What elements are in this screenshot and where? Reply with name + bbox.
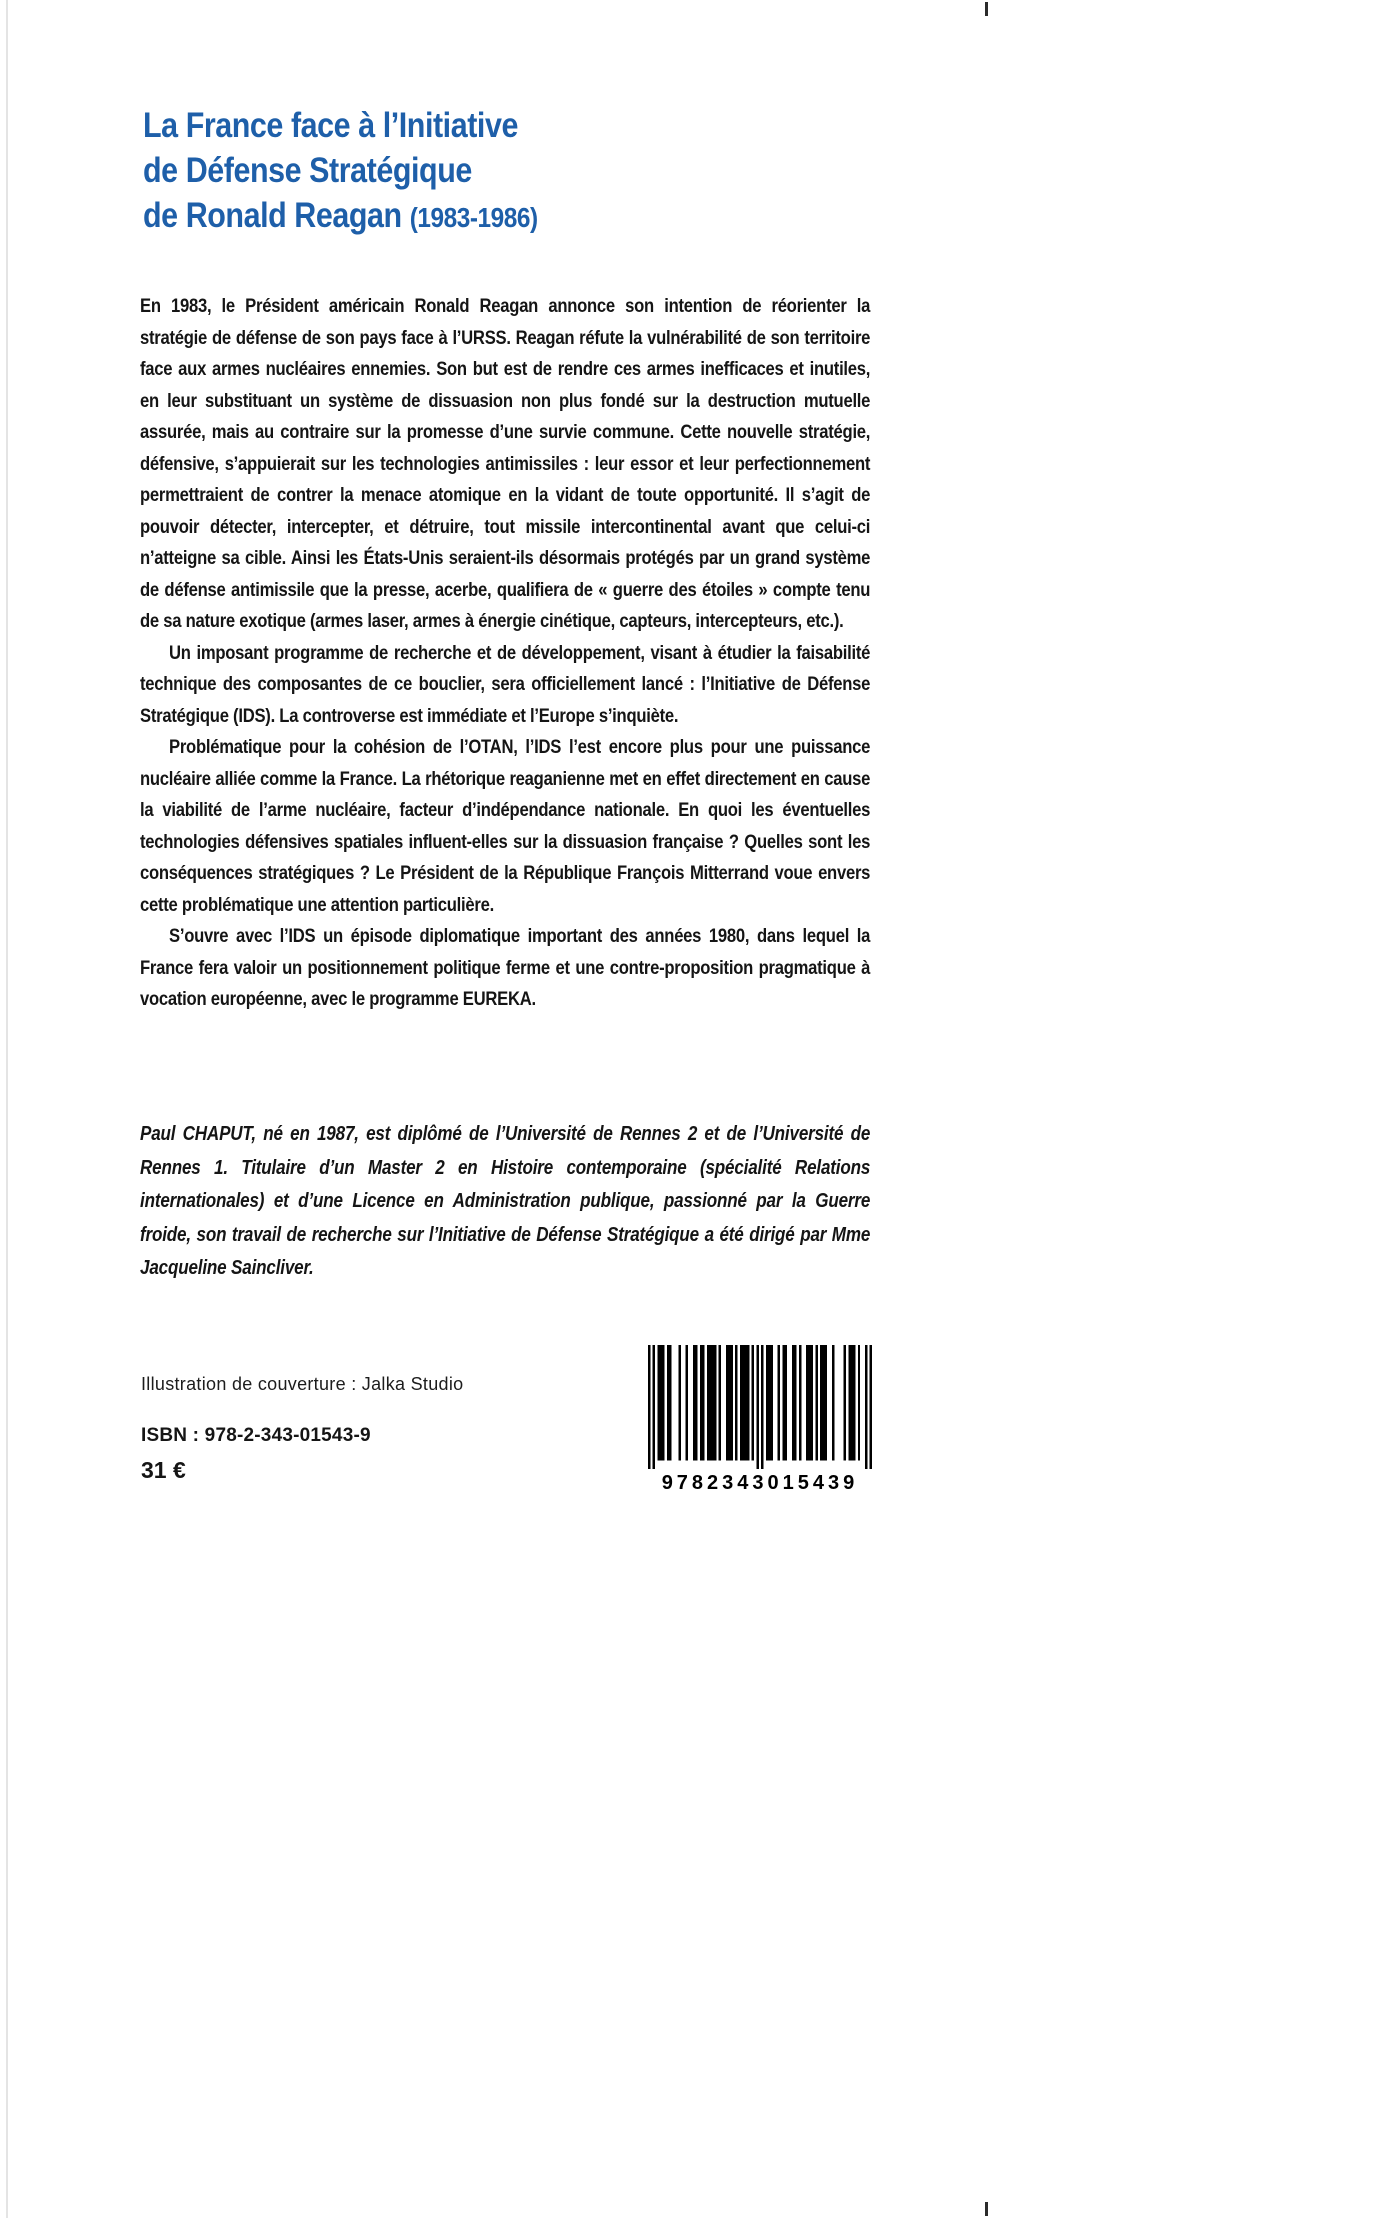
synopsis-paragraph-1: En 1983, le Président américain Ronald Reagan annonce son intention de réorienter la stratégie de défense de son pays face à l’URSS. Reagan réfute la vulnérabilité de son territoire face aux armes nucléaires ennemies. Son but est de rendre ces armes inefficaces et inutiles, en leur substituant un système de dissuasion non plus fondé sur la destruction mutuelle assurée, mais au contraire sur la promesse d’une survie commune. Cette nouvelle stratégie, défensive, s’appuierait sur les technologies antimissiles : leur essor et leur perfectionnement permettraient de contrer la menace atomique en la vidant de toute opportunité. Il s’agit de pouvoir détecter, intercepter, et détruire, tout missile intercontinental avant que celui-ci n’atteigne sa cible. Ainsi les États-Unis seraient-ils désormais protégés par un grand système de défense antimissile que la presse, acerbe, qualifiera de « guerre des étoiles » compte tenu de sa nature exotique (armes laser, armes à énergie cinétique, capteurs, intercepteurs, etc.).: [140, 295, 871, 632]
book-title: [143, 103, 538, 240]
synopsis-paragraph-2: Un imposant programme de recherche et de développement, visant à étudier la faisabilité technique des composantes de ce bouclier, sera officiellement lancé : l’Initiative de Défense Stratégique (IDS). La controverse est immédiate et l’Europe s’inquiète.: [140, 641, 871, 727]
barcode-number: 9782343015439: [661, 1472, 859, 1494]
barcode-bars: [648, 1345, 872, 1469]
illustration-credit: Illustration de couverture : Jalka Studio: [141, 1374, 464, 1394]
crop-mark-bottom: [985, 2202, 988, 2216]
synopsis-paragraph-4: S’ouvre avec l’IDS un épisode diplomatique important des années 1980, dans lequel la France fera valoir un positionnement politique ferme et une contre-proposition pragmatique à vocation européenne, avec le programme EUREKA.: [140, 925, 871, 1010]
author-bio: [140, 1118, 870, 1286]
back-cover-synopsis: [140, 291, 870, 1016]
title-line-3-main: de Ronald Reagan: [143, 196, 402, 235]
price: 31 €: [141, 1457, 186, 1483]
isbn-number: ISBN : 978-2-343-01543-9: [141, 1425, 371, 1446]
title-years: (1983-1986): [409, 202, 538, 233]
barcode: [648, 1345, 872, 1503]
crop-mark-top: [985, 2, 988, 16]
scan-edge-left: [6, 0, 8, 2218]
synopsis-paragraph-3: Problématique pour la cohésion de l’OTAN, l’IDS l’est encore plus pour une puissance nucléaire alliée comme la France. La rhétorique reaganienne met en effet directement en cause la viabilité de l’arme nucléaire, facteur d’indépendance nationale. En quoi les éventuelles technologies défensives spatiales influent-elles sur la dissuasion française ? Quelles sont les conséquences stratégiques ? Le Président de la République François Mitterrand voue envers cette problématique une attention particulière.: [140, 736, 871, 916]
title-line-3: [143, 193, 538, 240]
title-line-1: La France face à l’Initiative: [143, 106, 518, 145]
author-bio-paragraph: [140, 1118, 870, 1286]
title-line-2: de Défense Stratégique: [143, 151, 472, 190]
author-bio-text: né en 1987, est diplômé de l’Université de Rennes 2 et de l’Université de Rennes 1. Titulaire d’un Master 2 en Histoire contemporaine (spécialité Relations internationales) et d’une Licence en Administration publique, passionné par la Guerre froide, son travail de recherche sur l’Initiative de Défense Stratégique a été dirigé par Mme Jacqueline Saincliver.: [140, 1123, 871, 1279]
author-name: Paul CHAPUT,: [140, 1123, 256, 1145]
